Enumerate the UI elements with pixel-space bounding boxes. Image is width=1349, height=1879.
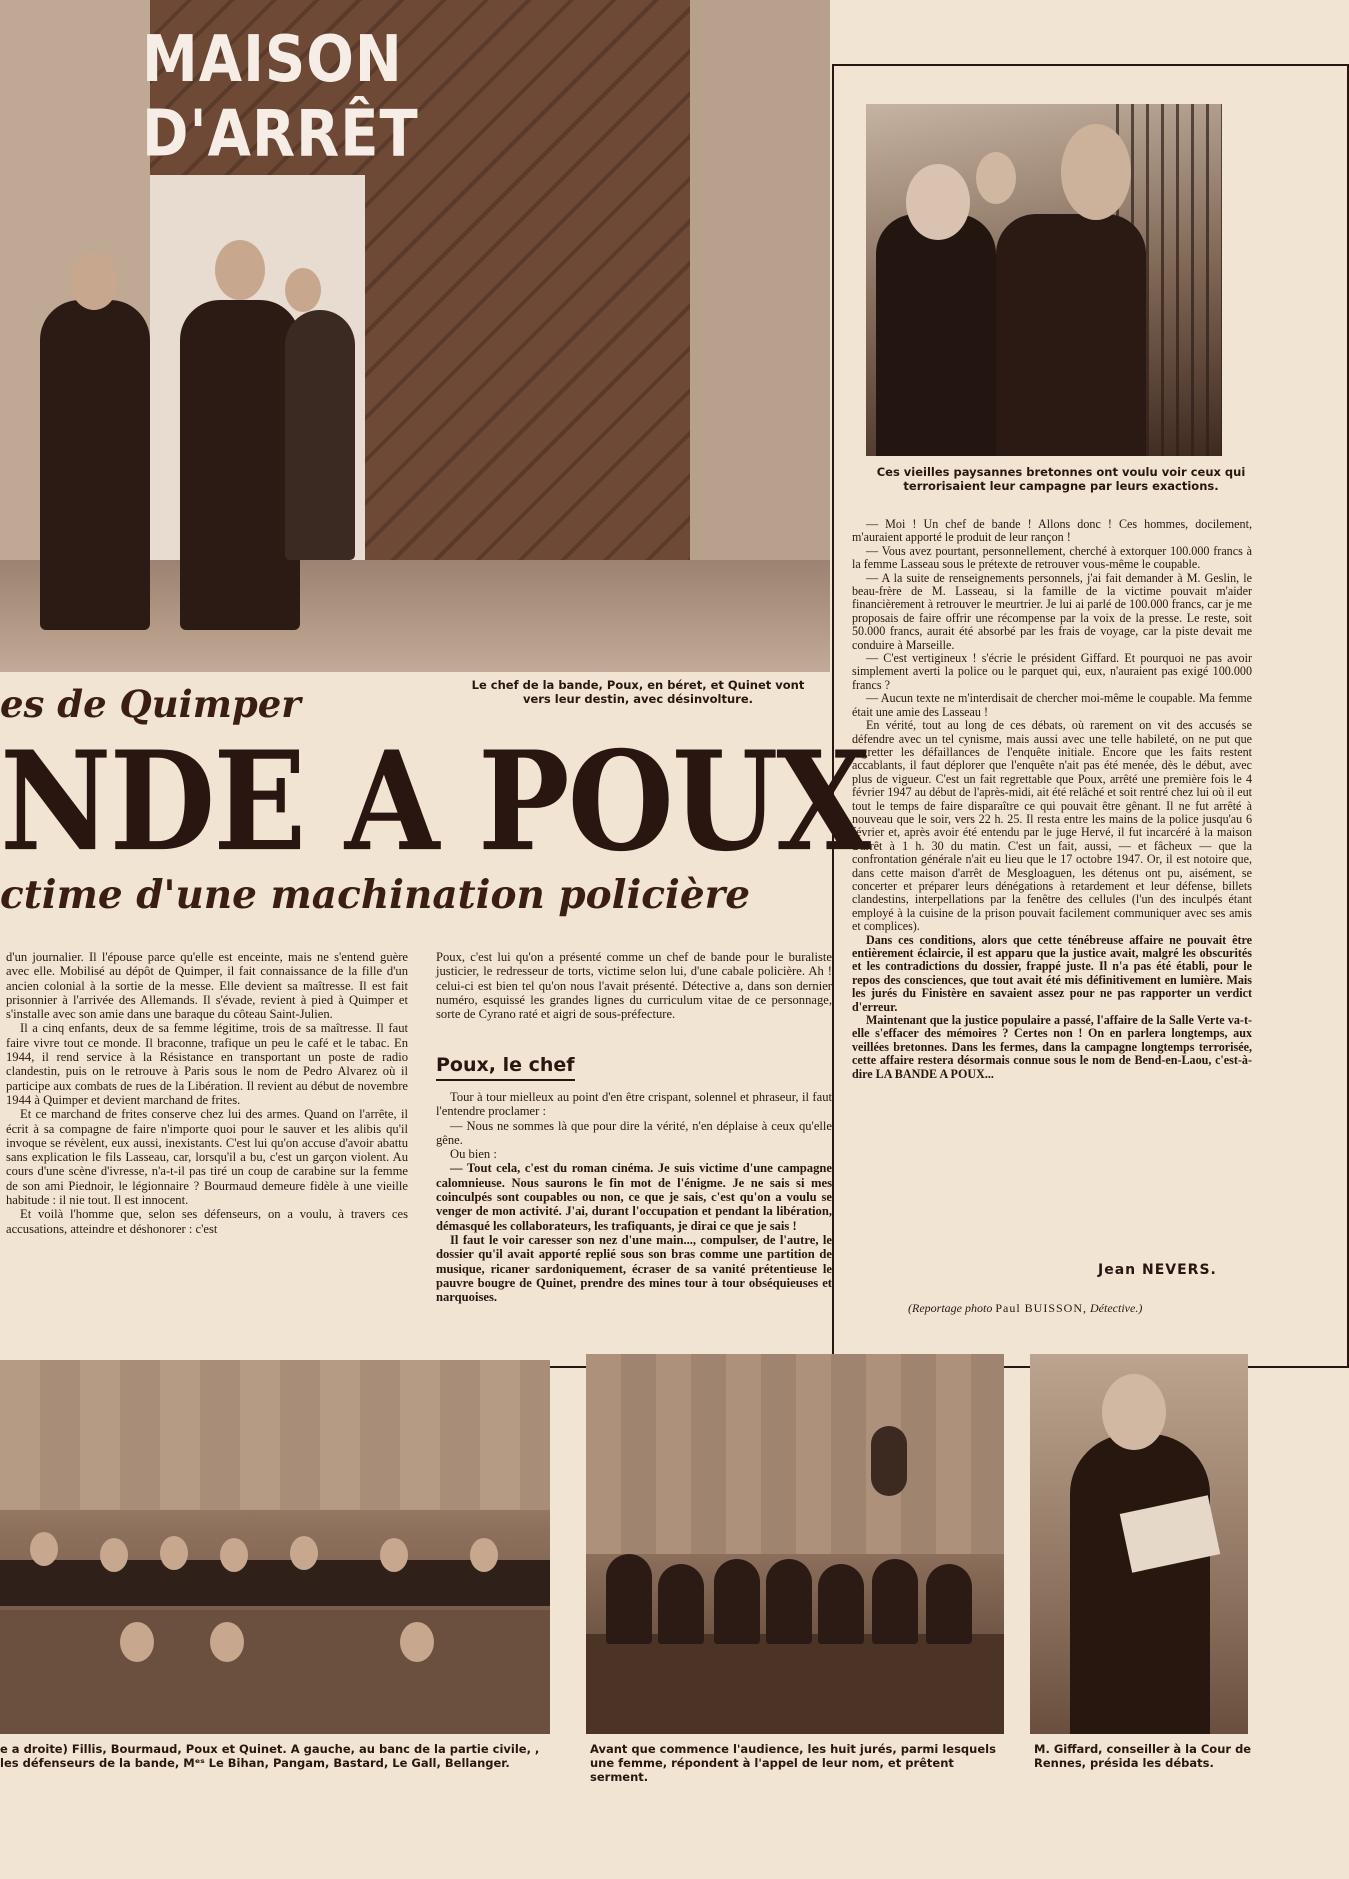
article-column-1 [6, 950, 408, 1236]
article-column-3 [852, 518, 1252, 1081]
col3-paragraph: Maintenant que la justice populaire a passé, l'affaire de la Salle Verte va-t-elle s'effacer des mémoires ? Certes non ! On en parlera longtemps, aux veillées bretonnes. Dans les fermes, dans la campagne longtemps terrorisée, cette affaire restera désormais connue sous le nom de Bend-en-Laou, c'est-à-dire LA BANDE A POUX... [852, 1013, 1252, 1081]
col3-paragraph: — C'est vertigineux ! s'écrie le président Giffard. Et pourquoi ne pas avoir simplement averti la police ou le parquet qui, eux, n'auraient pas exigé 100.000 francs ? [852, 651, 1252, 692]
photo-accused-bench [0, 1360, 550, 1734]
col3-paragraph: Dans ces conditions, alors que cette ténébreuse affaire ne pouvait être entièrement éclaircie, il est apparu que la justice avait, malgré les obscurités et les contradictions du dossier, frappé juste. Il n'a pas été établi, pour le repos des consciences, que tout avait été mis définitivement en lumière. Mais les jurés du Finistère en savaient assez pour ne pas rapporter un verdict d'erreur. [852, 932, 1252, 1014]
photo-credit [908, 1301, 1142, 1316]
col1-paragraph: Et voilà l'homme que, selon ses défenseurs, on a voulu, à travers ces accusations, atteindre et déshonorer : c'est [6, 1207, 408, 1236]
frame-rule-top [832, 64, 1349, 66]
photo-jurors [586, 1354, 1004, 1734]
caption-jurors: Avant que commence l'audience, les huit jurés, parmi lesquels une femme, répondent à l'appel de leur nom, et prêtent serment. [590, 1742, 996, 1784]
article-subhead: ctime d'une machination policière [0, 872, 751, 918]
article-kicker: es de Quimper [0, 682, 301, 726]
col1-paragraph: Et ce marchand de frites conserve chez lui des armes. Quand on l'arrête, il écrit à sa compagne de faire n'importe quoi pour le sauver et les alibis qu'il invoque se révèlent, eux aussi, inexistants. C'est lui qu'on accuse d'avoir abattu sans explication le fils Lasseau, car, lorsqu'il a bu, c'est un garçon violent. Au cours d'une scène d'ivresse, n'a-t-il pas tiré un coup de carabine sur la femme de son ami Piednoir, le légionnaire ? Bourmaud demeure fidèle à une vieille habitude : il nie tout. Il est innocent. [6, 1107, 408, 1208]
frame-rule-left [832, 64, 834, 1366]
photo-judge-giffard [1030, 1354, 1248, 1734]
col3-paragraph: — A la suite de renseignements personnels, j'ai fait demander à M. Geslin, le beau-frère de M. Lasseau, si la famille de la victime pouvait m'aider financièrement à retrouver le meurtrier. Je lui ai parlé de 100.000 francs, car je me proposais de faire offrir une récompense par la voix de la presse. Le reste, soit 50.000 francs, aurait été absorbé par les frais de voyage, car la piste devait me conduire à Marseille. [852, 570, 1252, 652]
col1-paragraph: d'un journalier. Il l'épouse parce qu'elle est enceinte, mais ne s'entend guère avec elle. Mobilisé au dépôt de Quimper, il fait connaissance de la fille d'un ancien colonial à la sortie de la messe. Elle devient sa maîtresse. Il est fait prisonnier à l'arrivée des Allemands. Il s'évade, revient à pied à Quimper et s'installe avec son amie dans une baraque du côteau Saint-Julien. [6, 950, 408, 1022]
col2-paragraph: — Tout cela, c'est du roman cinéma. Je suis victime d'une campagne calomnieuse. Nous saurons le fin mot de l'énigme. Je ne sais si mes coinculpés sont coupables ou non, ce que je sais, c'est qu'on a voulu se venger de mon activité. J'ai, durant l'occupation et pendant la libération, démasqué les collaborateurs, les trafiquants, je dirai ce que je sais ! [436, 1161, 832, 1233]
photo-prison-gate [0, 0, 830, 672]
col2-paragraph: Il faut le voir caresser son nez d'une main..., compulser, de l'autre, le dossier qu'il avait apporté replié sous son bras comme une partition de musique, ricaner sardoniquement, écraser de sa vanité prétentieuse le pauvre bougre de Quinet, prendre des mines tour à tour obséquieuses et narquoises. [436, 1232, 832, 1305]
credit-suffix: Détective.) [1090, 1301, 1143, 1315]
col2-paragraph: Ou bien : [450, 1147, 497, 1162]
col3-paragraph: — Moi ! Un chef de bande ! Allons donc ! Ces hommes, docilement, m'auraient apporté le produit de leur rançon ! [852, 517, 1252, 545]
caption-prison-gate: Le chef de la bande, Poux, en béret, et Quinet vont vers leur destin, avec désinvolture. [471, 678, 805, 706]
article-headline: NDE A POUX [0, 720, 869, 882]
credit-prefix: (Reportage photo [908, 1301, 993, 1315]
col3-paragraph: En vérité, tout au long de ces débats, où rarement on vit des accusés se défendre avec un tel cynisme, mais aussi avec une telle habileté, on ne put que regretter les défaillances de l'enquête initiale. Encore que les faits restent accablants, il faut déplorer que l'enquête n'ait pas été menée, dès le début, avec plus de vigueur. C'est un fait regrettable que Poux, arrêté une première fois le 4 février 1947 au début de l'après-midi, ait été relâché et soit rentré chez lui où il eut tout le temps de faire disparaître ce qui pouvait être gênant. Il ne fut arrêté à nouveau que le soir, vers 22 h. 25. Il resta entre les mains de la police jusqu'au 6 février et, après avoir été entendu par le juge Hervé, il fut incarcéré à la maison d'arrêt à 1 h. 30 du matin. C'est un fait, aussi, — et fâcheux — que la confrontation générale n'ait eu lieu que le 17 octobre 1947. Or, il est notoire que, dans cette maison d'arrêt de Mesgloaguen, les détenus ont pu, aisément, se concerter et préparer leurs dénégations à retardement et leur défense, billets clandestins, interpellations par la fenêtre des cellules (l'un des inculpés étant employé à la cuisine de la prison pouvait facilement communiquer avec ses amis et complices). [852, 718, 1252, 934]
photo-peasant-women [866, 104, 1222, 456]
caption-peasant-women: Ces vieilles paysannes bretonnes ont voulu voir ceux qui terrorisaient leur campagne par leurs exactions. [876, 465, 1246, 493]
author-signature: Jean NEVERS. [1098, 1262, 1217, 1278]
col2-paragraph: Tour à tour mielleux au point d'en être crispant, solennel et phraseur, il faut l'entendre proclamer : [436, 1090, 832, 1119]
col1-paragraph: Il a cinq enfants, deux de sa femme légitime, trois de sa maîtresse. Il faut faire vivre tout ce monde. Il braconne, trafique un peu le café et le tabac. En 1944, il rend service à la Résistance en transportant un poste de radio clandestin, puis on le retrouve à Paris sous le nom de Pedro Alvarez où il participe aux combats de rues de la Libération. Il revient au début de novembre 1944 à Quimper et devient marchand de frites. [6, 1021, 408, 1107]
section-title-poux: Poux, le chef [436, 1054, 575, 1081]
caption-judge-giffard: M. Giffard, conseiller à la Cour de Rennes, présida les débats. [1034, 1742, 1252, 1770]
prison-sign: MAISON D'ARRÊT [142, 22, 419, 172]
col2-paragraph: — Nous ne sommes là que pour dire la vérité, n'en déplaise à ceux qu'elle gêne. [436, 1118, 832, 1147]
article-column-2-bottom [436, 1090, 832, 1304]
credit-name: Paul BUISSON, [995, 1301, 1088, 1315]
article-column-2-top [436, 950, 832, 1021]
col2-paragraph: Poux, c'est lui qu'on a présenté comme un chef de bande pour le buraliste justicier, le redresseur de torts, victime selon lui, d'une cabale policière. Ah ! celui-ci est bien tel qu'on nous l'avait présenté. Détective a, dans son dernier numéro, esquissé les grandes lignes du curriculum vitae de ce personnage, sorte de Cyrano raté et aigri de sous-préfecture. [436, 950, 832, 1022]
caption-accused-bench: e a droite) Fillis, Bourmaud, Poux et Quinet. A gauche, au banc de la partie civile, , les défenseurs de la bande, Mᵉˢ Le Bihan, Pangam, Bastard, Le Gall, Bellanger. [0, 1742, 540, 1770]
col3-paragraph: — Aucun texte ne m'interdisait de chercher moi-même le coupable. Ma femme était une amie des Lasseau ! [852, 691, 1252, 719]
col3-paragraph: — Vous avez pourtant, personnellement, cherché à extorquer 100.000 francs à la femme Lasseau sous le prétexte de retrouver vous-même le coupable. [852, 543, 1252, 572]
